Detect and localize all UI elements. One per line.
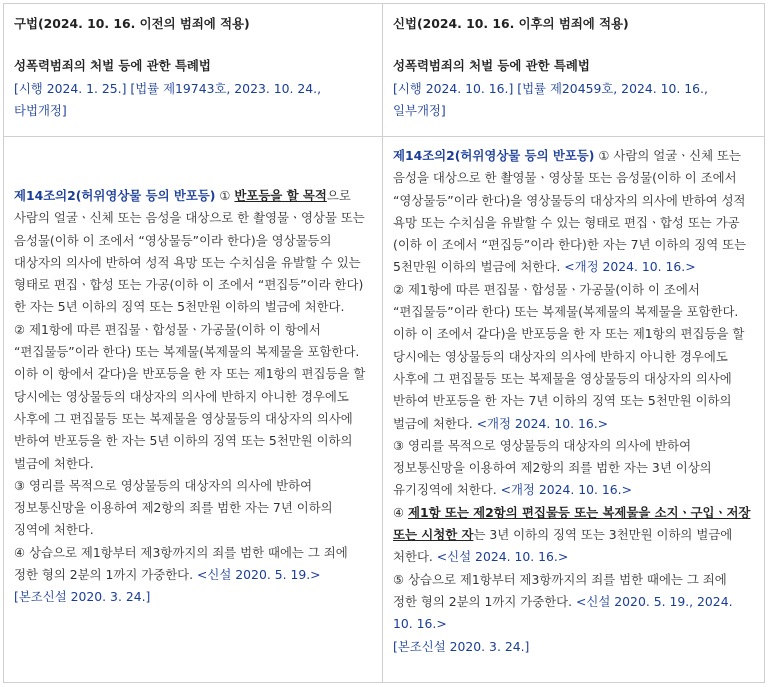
old-p4-amendment-note[interactable]: <신설 2020. 5. 19.> [197, 567, 321, 583]
new-article-paragraph-1 [393, 145, 754, 279]
new-law-title: 성폭력범죄의 처벌 등에 관한 특례법 [393, 58, 590, 74]
old-p1-number: ① [215, 188, 235, 203]
new-p1-text: ① 사람의 얼굴ㆍ신체 또는 음성을 대상으로 한 촬영물ㆍ영상물 또는 음성물(이하 이 조에서 “영상물등”이라 한다)을 영상물등의 대상자의 의사에 반하여 성적 욕망 또는 수치심을 유발할 수 있는 형태로 편집ㆍ합성 또는 가공(이하 이 조에서 “편집등”이라 한다)한 자는 7년 이하의 징역 또는 5천만원 이하의 벌금에 처한다. [393, 148, 747, 275]
new-law-header-cell [383, 13, 764, 122]
old-article-paragraph-1 [14, 185, 372, 319]
new-p4-number: ④ [393, 504, 409, 520]
new-article-origin-note[interactable]: [본조신설 2020. 3. 24.] [393, 638, 530, 654]
old-p1-underlined-phrase: 반포등을 할 목적 [234, 188, 327, 203]
old-law-title: 성폭력범죄의 처벌 등에 관한 특례법 [14, 58, 211, 74]
new-article-paragraph-5 [393, 569, 754, 636]
new-article-paragraph-3 [393, 435, 754, 502]
new-p4-text: 는 3년 이하의 징역 또는 3천만원 이하의 벌금에 처한다. [393, 527, 733, 565]
row-divider [4, 136, 764, 137]
old-law-header-cell [4, 13, 382, 122]
new-p2-text: ② 제1항에 따른 편집물ㆍ합성물ㆍ가공물(이하 이 조에서 “편집물등”이라 한다) 또는 복제물(복제물의 복제물을 포함한다. 이하 이 조에서 같다)을 반포등을 한 자 또는 제1항의 편집등을 할 당시에는 영상물등의 대상자의 의사에 반하지 아니한 경우에도 사후에 그 편집물등 또는 복제물을 영상물등의 대상자의 의사에 반하여 반포등을 한 자는 7년 이하의 징역 또는 5천만원 이하의 벌금에 처한다. [393, 281, 745, 431]
new-p1-amendment-note[interactable]: <개정 2024. 10. 16.> [564, 259, 696, 275]
old-law-enforcement-info[interactable]: [시행 2024. 1. 25.] [법률 제19743호, 2023. 10. 24., 타법개정] [14, 80, 322, 118]
new-p5-text: ⑤ 상습으로 제1항부터 제3항까지의 죄를 범한 때에는 그 죄에 정한 형의 2분의 1까지 가중한다. [393, 571, 727, 609]
old-article-paragraph-3: ③ 영리를 목적으로 영상물등의 대상자의 의사에 반하여 정보통신망을 이용하여 제2항의 죄를 범한 자는 7년 이하의 징역에 처한다. [14, 477, 333, 538]
old-article-origin-note[interactable]: [본조신설 2020. 3. 24.] [14, 589, 151, 605]
old-p4-text: ④ 상습으로 제1항부터 제3항까지의 죄를 범한 때에는 그 죄에 정한 형의 2분의 1까지 가중한다. [14, 544, 348, 583]
new-p2-amendment-note[interactable]: <개정 2024. 10. 16.> [476, 415, 609, 431]
new-article-paragraph-2 [393, 279, 754, 435]
old-article-paragraph-4 [14, 542, 372, 587]
new-p4-amendment-note[interactable]: <신설 2024. 10. 16.> [436, 549, 569, 565]
old-law-article-cell [4, 185, 382, 609]
new-p3-amendment-note[interactable]: <개정 2024. 10. 16.> [500, 482, 632, 498]
new-p4-underlined-phrase: 제1항 또는 제2항의 편집물등 또는 복제물을 소지ㆍ구입ㆍ저장 또는 시청한 자 [393, 504, 751, 543]
new-law-article-cell [383, 145, 764, 658]
comparison-table [3, 3, 765, 683]
old-p1-text: 으로 사람의 얼굴ㆍ신체 또는 음성을 대상으로 한 촬영물ㆍ영상물 또는 음성물(이하 이 조에서 “영상물등”이라 한다)을 영상물등의 대상자의 의사에 반하여 성적 욕망 또는 수치심을 유발할 수 있는 형태로 편집ㆍ합성 또는 가공(이하 이 조에서 “편집등”이라 한다)한 자는 5년 이하의 징역 또는 5천만원 이하의 벌금에 처한다. [14, 188, 365, 315]
old-article-title: 제14조의2(허위영상물 등의 반포등) [14, 188, 216, 203]
new-p3-text: ③ 영리를 목적으로 영상물등의 대상자의 의사에 반하여 정보통신망을 이용하여 제2항의 죄를 범한 자는 3년 이상의 유기징역에 처한다. [393, 437, 712, 498]
old-law-column-title: 구법(2024. 10. 16. 이전의 범죄에 적용) [14, 16, 250, 31]
new-p5-amendment-note[interactable]: <신설 2020. 5. 19., 2024. 10. 16.> [393, 593, 733, 632]
new-article-paragraph-4 [393, 502, 754, 569]
old-article-paragraph-2: ② 제1항에 따른 편집물ㆍ합성물ㆍ가공물(이하 이 항에서 “편집물등”이라 한다) 또는 복제물(복제물의 복제물을 포함한다. 이하 이 항에서 같다)을 반포등을 한 자 또는 제1항의 편집등을 할 당시에는 영상물등의 대상자의 의사에 반하지 아니한 경우에도 사후에 그 편집물등 또는 복제물을 영상물등의 대상자의 의사에 반하여 반포등을 한 자는 5년 이하의 징역 또는 5천만원 이하의 벌금에 처한다. [14, 321, 366, 471]
new-article-title: 제14조의2(허위영상물 등의 반포등) [393, 148, 595, 163]
new-law-column-title: 신법(2024. 10. 16. 이후의 범죄에 적용) [393, 16, 629, 31]
new-law-enforcement-info[interactable]: [시행 2024. 10. 16.] [법률 제20459호, 2024. 10. 16., 일부개정] [393, 80, 708, 118]
